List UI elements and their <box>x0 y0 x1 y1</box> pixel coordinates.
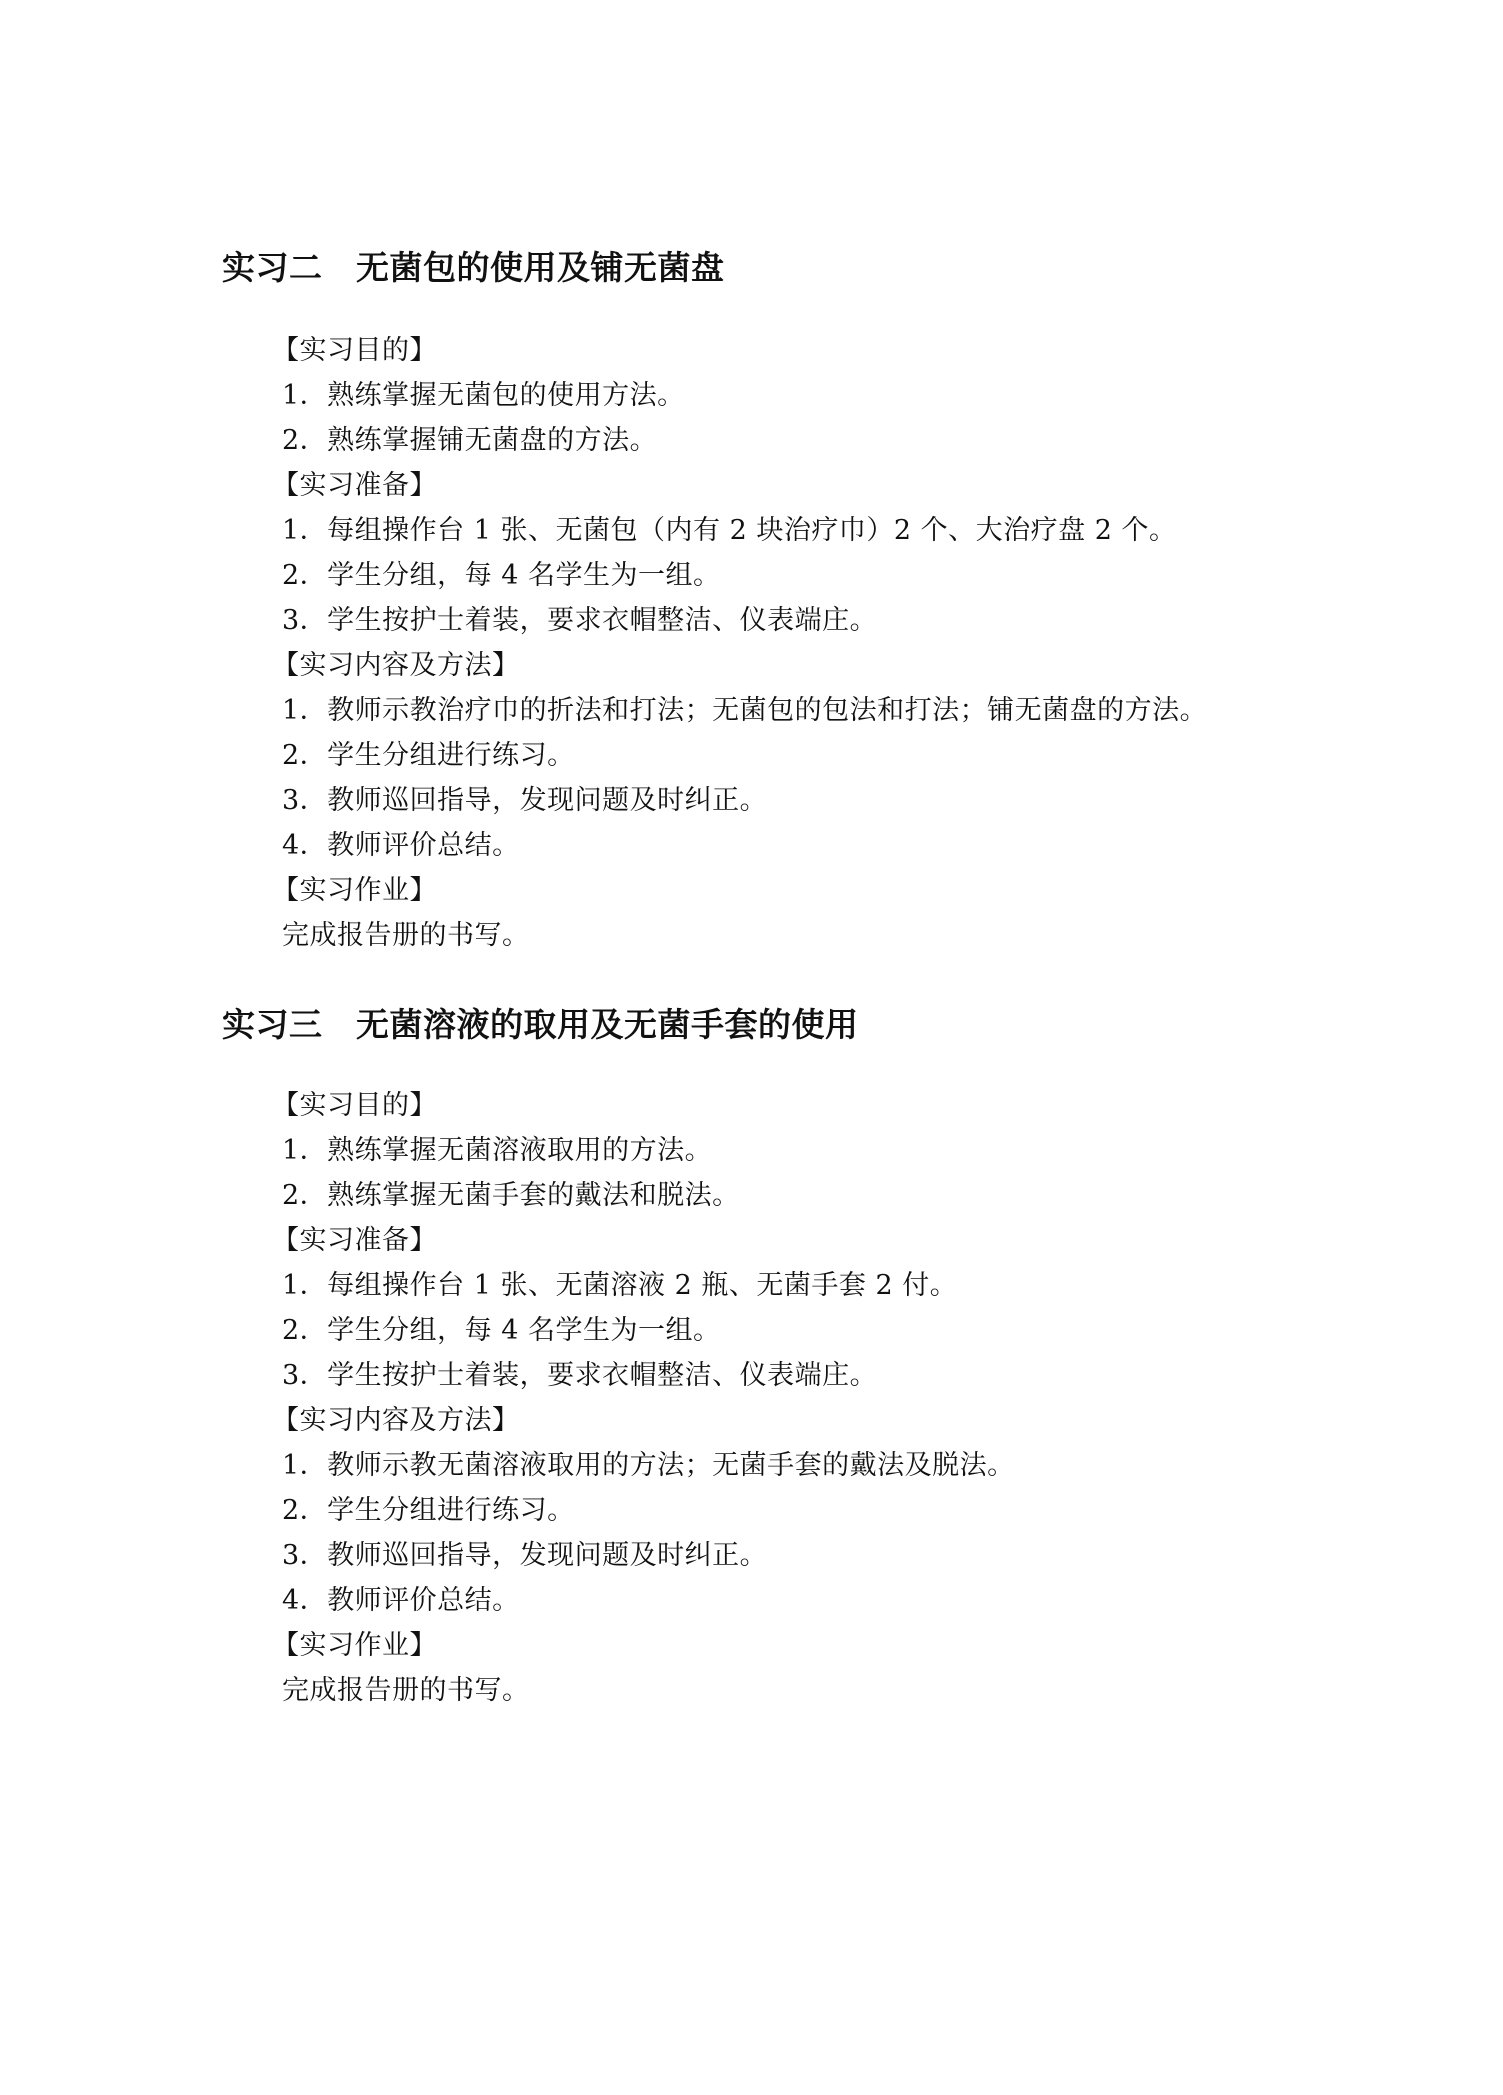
list-item: 2．学生分组，每 4 名学生为一组。 <box>282 560 721 591</box>
list-item: 3．教师巡回指导，发现问题及时纠正。 <box>282 785 768 816</box>
subheading-purpose: 【实习目的】 <box>272 335 437 366</box>
assignment-text: 完成报告册的书写。 <box>282 1675 530 1706</box>
subheading-content-method: 【实习内容及方法】 <box>272 650 520 681</box>
list-item: 2．学生分组进行练习。 <box>282 740 575 771</box>
list-item: 2．学生分组，每 4 名学生为一组。 <box>282 1315 721 1346</box>
list-item: 3．学生按护士着装，要求衣帽整洁、仪表端庄。 <box>282 1360 878 1391</box>
list-item: 1．熟练掌握无菌包的使用方法。 <box>282 380 685 411</box>
subheading-assignment: 【实习作业】 <box>272 1630 437 1661</box>
list-item: 2．熟练掌握铺无菌盘的方法。 <box>282 425 658 456</box>
assignment-text: 完成报告册的书写。 <box>282 920 530 951</box>
section-body <box>272 1083 1380 1713</box>
list-item: 1．熟练掌握无菌溶液取用的方法。 <box>282 1135 713 1166</box>
list-item: 2．熟练掌握无菌手套的戴法和脱法。 <box>282 1180 740 1211</box>
list-item: 1．每组操作台 1 张、无菌包（内有 2 块治疗巾）2 个、大治疗盘 2 个。 <box>282 515 1177 546</box>
list-item: 1．教师示教治疗巾的折法和打法；无菌包的包法和打法；铺无菌盘的方法。 <box>282 695 1208 726</box>
section-title: 实习三 无菌溶液的取用及无菌手套的使用 <box>222 1005 859 1044</box>
list-item: 3．学生按护士着装，要求衣帽整洁、仪表端庄。 <box>282 605 878 636</box>
subheading-preparation: 【实习准备】 <box>272 470 437 501</box>
subheading-content-method: 【实习内容及方法】 <box>272 1405 520 1436</box>
subheading-assignment: 【实习作业】 <box>272 875 437 906</box>
subheading-purpose: 【实习目的】 <box>272 1090 437 1121</box>
list-item: 1．每组操作台 1 张、无菌溶液 2 瓶、无菌手套 2 付。 <box>282 1270 958 1301</box>
list-item: 4．教师评价总结。 <box>282 1585 520 1616</box>
list-item: 4．教师评价总结。 <box>282 830 520 861</box>
list-item: 3．教师巡回指导，发现问题及时纠正。 <box>282 1540 768 1571</box>
list-item: 1．教师示教无菌溶液取用的方法；无菌手套的戴法及脱法。 <box>282 1450 1015 1481</box>
section-title: 实习二 无菌包的使用及铺无菌盘 <box>222 248 725 287</box>
subheading-preparation: 【实习准备】 <box>272 1225 437 1256</box>
list-item: 2．学生分组进行练习。 <box>282 1495 575 1526</box>
section-body <box>272 328 1380 958</box>
